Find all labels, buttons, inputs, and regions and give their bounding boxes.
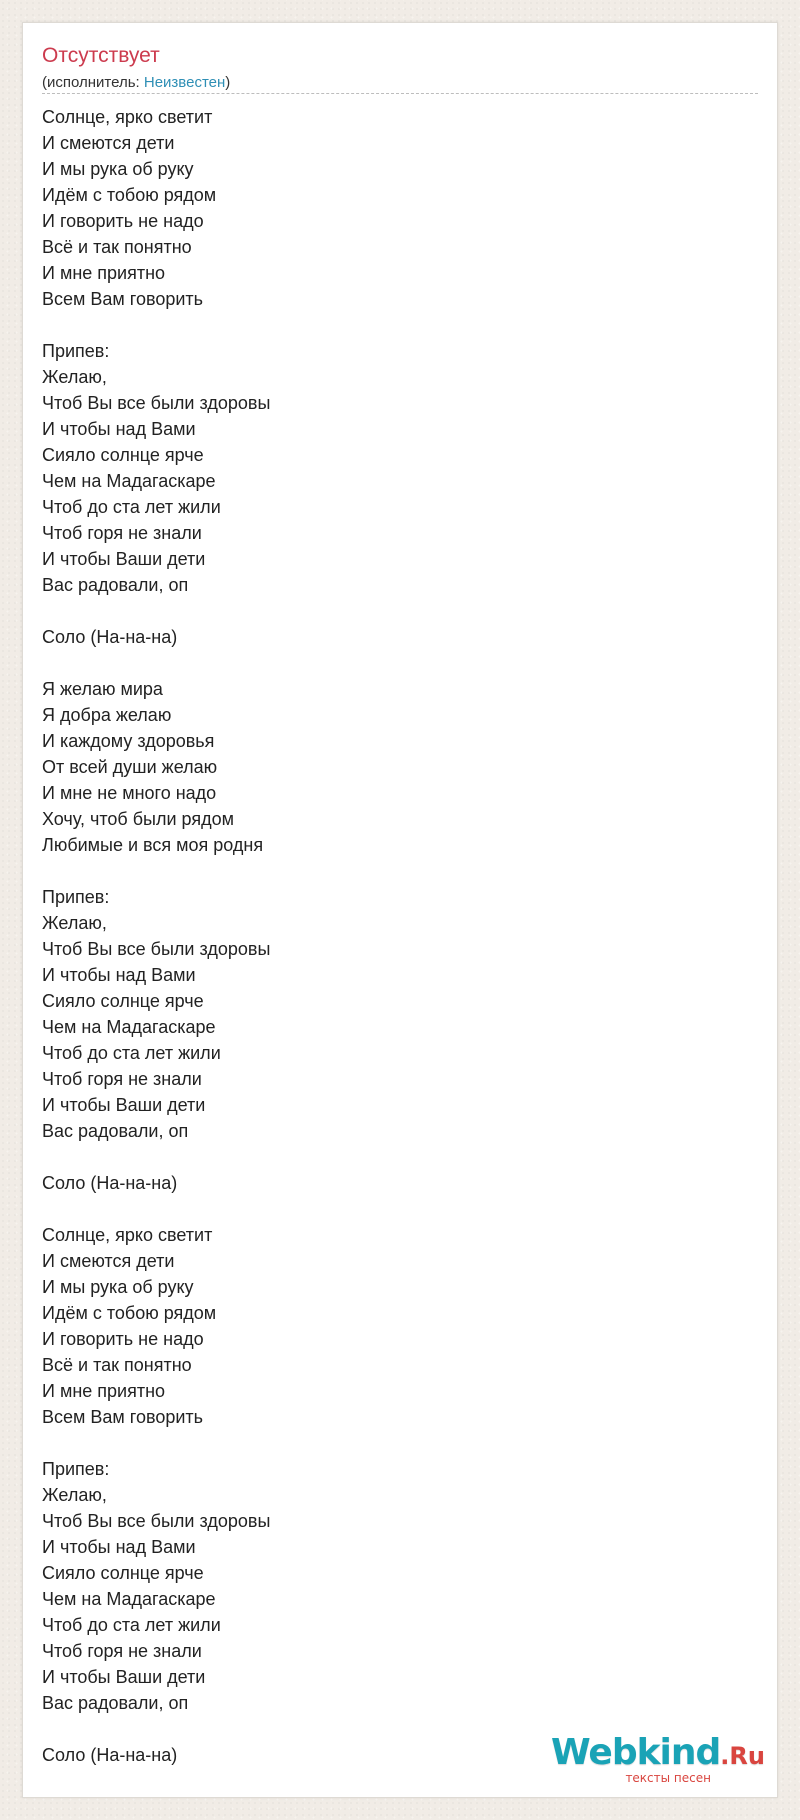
lyrics-line: Припев:: [42, 887, 110, 907]
lyrics-line: Соло (На-на-на): [42, 627, 178, 647]
lyrics-line: И каждому здоровья: [42, 731, 215, 751]
lyrics-line: И чтобы над Вами: [42, 1537, 196, 1557]
logo-tld: .Ru: [720, 1742, 765, 1770]
song-title: Отсутствует: [42, 44, 160, 67]
lyrics-blank-line: [42, 1430, 270, 1456]
lyrics-line: Чтоб Вы все были здоровы: [42, 1511, 271, 1531]
lyrics-line: Чтоб до ста лет жили: [42, 497, 221, 517]
lyrics-line: Припев:: [42, 341, 110, 361]
lyrics-line: И мне не много надо: [42, 783, 217, 803]
lyrics-blank-line: [42, 1144, 270, 1170]
lyrics-line: И говорить не надо: [42, 1329, 204, 1349]
lyrics-line: Желаю,: [42, 367, 107, 387]
lyrics-blank-line: [42, 1196, 270, 1222]
lyrics-line: Всё и так понятно: [42, 237, 192, 257]
lyrics-line: И смеются дети: [42, 1251, 175, 1271]
lyrics-line: Желаю,: [42, 913, 107, 933]
artist-line: [42, 74, 230, 92]
lyrics-line: Соло (На-на-на): [42, 1173, 178, 1193]
lyrics-line: И мне приятно: [42, 1381, 166, 1401]
lyrics-line: Желаю,: [42, 1485, 107, 1505]
lyrics-line: Идём с тобою рядом: [42, 185, 217, 205]
lyrics-line: От всей души желаю: [42, 757, 218, 777]
lyrics-line: Сияло солнце ярче: [42, 445, 204, 465]
lyrics-line: Чтоб Вы все были здоровы: [42, 939, 271, 959]
lyrics-line: Солнце, ярко светит: [42, 107, 213, 127]
lyrics-line: Сияло солнце ярче: [42, 991, 204, 1011]
lyrics-line: И мы рука об руку: [42, 159, 194, 179]
lyrics-line: Я желаю мира: [42, 679, 163, 699]
lyrics-text: [42, 104, 270, 1768]
lyrics-blank-line: [42, 598, 270, 624]
logo-name: Webkind: [551, 1732, 721, 1773]
lyrics-blank-line: [42, 650, 270, 676]
lyrics-line: Всем Вам говорить: [42, 1407, 204, 1427]
lyrics-line: Чтоб до ста лет жили: [42, 1615, 221, 1635]
lyrics-line: И чтобы Ваши дети: [42, 549, 206, 569]
lyrics-line: И смеются дети: [42, 133, 175, 153]
lyrics-line: И чтобы Ваши дети: [42, 1667, 206, 1687]
lyrics-line: И мне приятно: [42, 263, 166, 283]
lyrics-blank-line: [42, 858, 270, 884]
logo-tagline: тексты песен: [625, 1771, 711, 1785]
lyrics-line: Вас радовали, оп: [42, 1693, 189, 1713]
lyrics-line: Чтоб горя не знали: [42, 1069, 202, 1089]
lyrics-line: Чем на Мадагаскаре: [42, 1017, 216, 1037]
lyrics-line: И мы рука об руку: [42, 1277, 194, 1297]
lyrics-line: И говорить не надо: [42, 211, 204, 231]
lyrics-line: Чтоб горя не знали: [42, 1641, 202, 1661]
lyrics-line: Вас радовали, оп: [42, 575, 189, 595]
lyrics-line: Солнце, ярко светит: [42, 1225, 213, 1245]
title-divider: [42, 93, 758, 94]
lyrics-line: Хочу, чтоб были рядом: [42, 809, 234, 829]
lyrics-line: Любимые и вся моя родня: [42, 835, 264, 855]
lyrics-line: Вас радовали, оп: [42, 1121, 189, 1141]
artist-prefix: (исполнитель:: [42, 74, 144, 91]
lyrics-line: Сияло солнце ярче: [42, 1563, 204, 1583]
lyrics-line: И чтобы над Вами: [42, 419, 196, 439]
artist-suffix: ): [225, 74, 231, 91]
lyrics-line: Чем на Мадагаскаре: [42, 471, 216, 491]
logo-wordmark: [551, 1733, 765, 1776]
lyrics-blank-line: [42, 312, 270, 338]
lyrics-line: Припев:: [42, 1459, 110, 1479]
lyrics-line: Чем на Мадагаскаре: [42, 1589, 216, 1609]
lyrics-line: Всё и так понятно: [42, 1355, 192, 1375]
lyrics-line: Чтоб до ста лет жили: [42, 1043, 221, 1063]
lyrics-line: Чтоб горя не знали: [42, 523, 202, 543]
lyrics-line: Всем Вам говорить: [42, 289, 204, 309]
lyrics-line: И чтобы Ваши дети: [42, 1095, 206, 1115]
lyrics-blank-line: [42, 1716, 270, 1742]
lyrics-line: Соло (На-на-на): [42, 1745, 178, 1765]
lyrics-line: Идём с тобою рядом: [42, 1303, 217, 1323]
lyrics-line: Я добра желаю: [42, 705, 172, 725]
lyrics-card: [22, 22, 778, 1798]
site-logo[interactable]: [551, 1732, 765, 1791]
lyrics-line: И чтобы над Вами: [42, 965, 196, 985]
artist-link[interactable]: Неизвестен: [143, 74, 226, 91]
lyrics-line: Чтоб Вы все были здоровы: [42, 393, 271, 413]
